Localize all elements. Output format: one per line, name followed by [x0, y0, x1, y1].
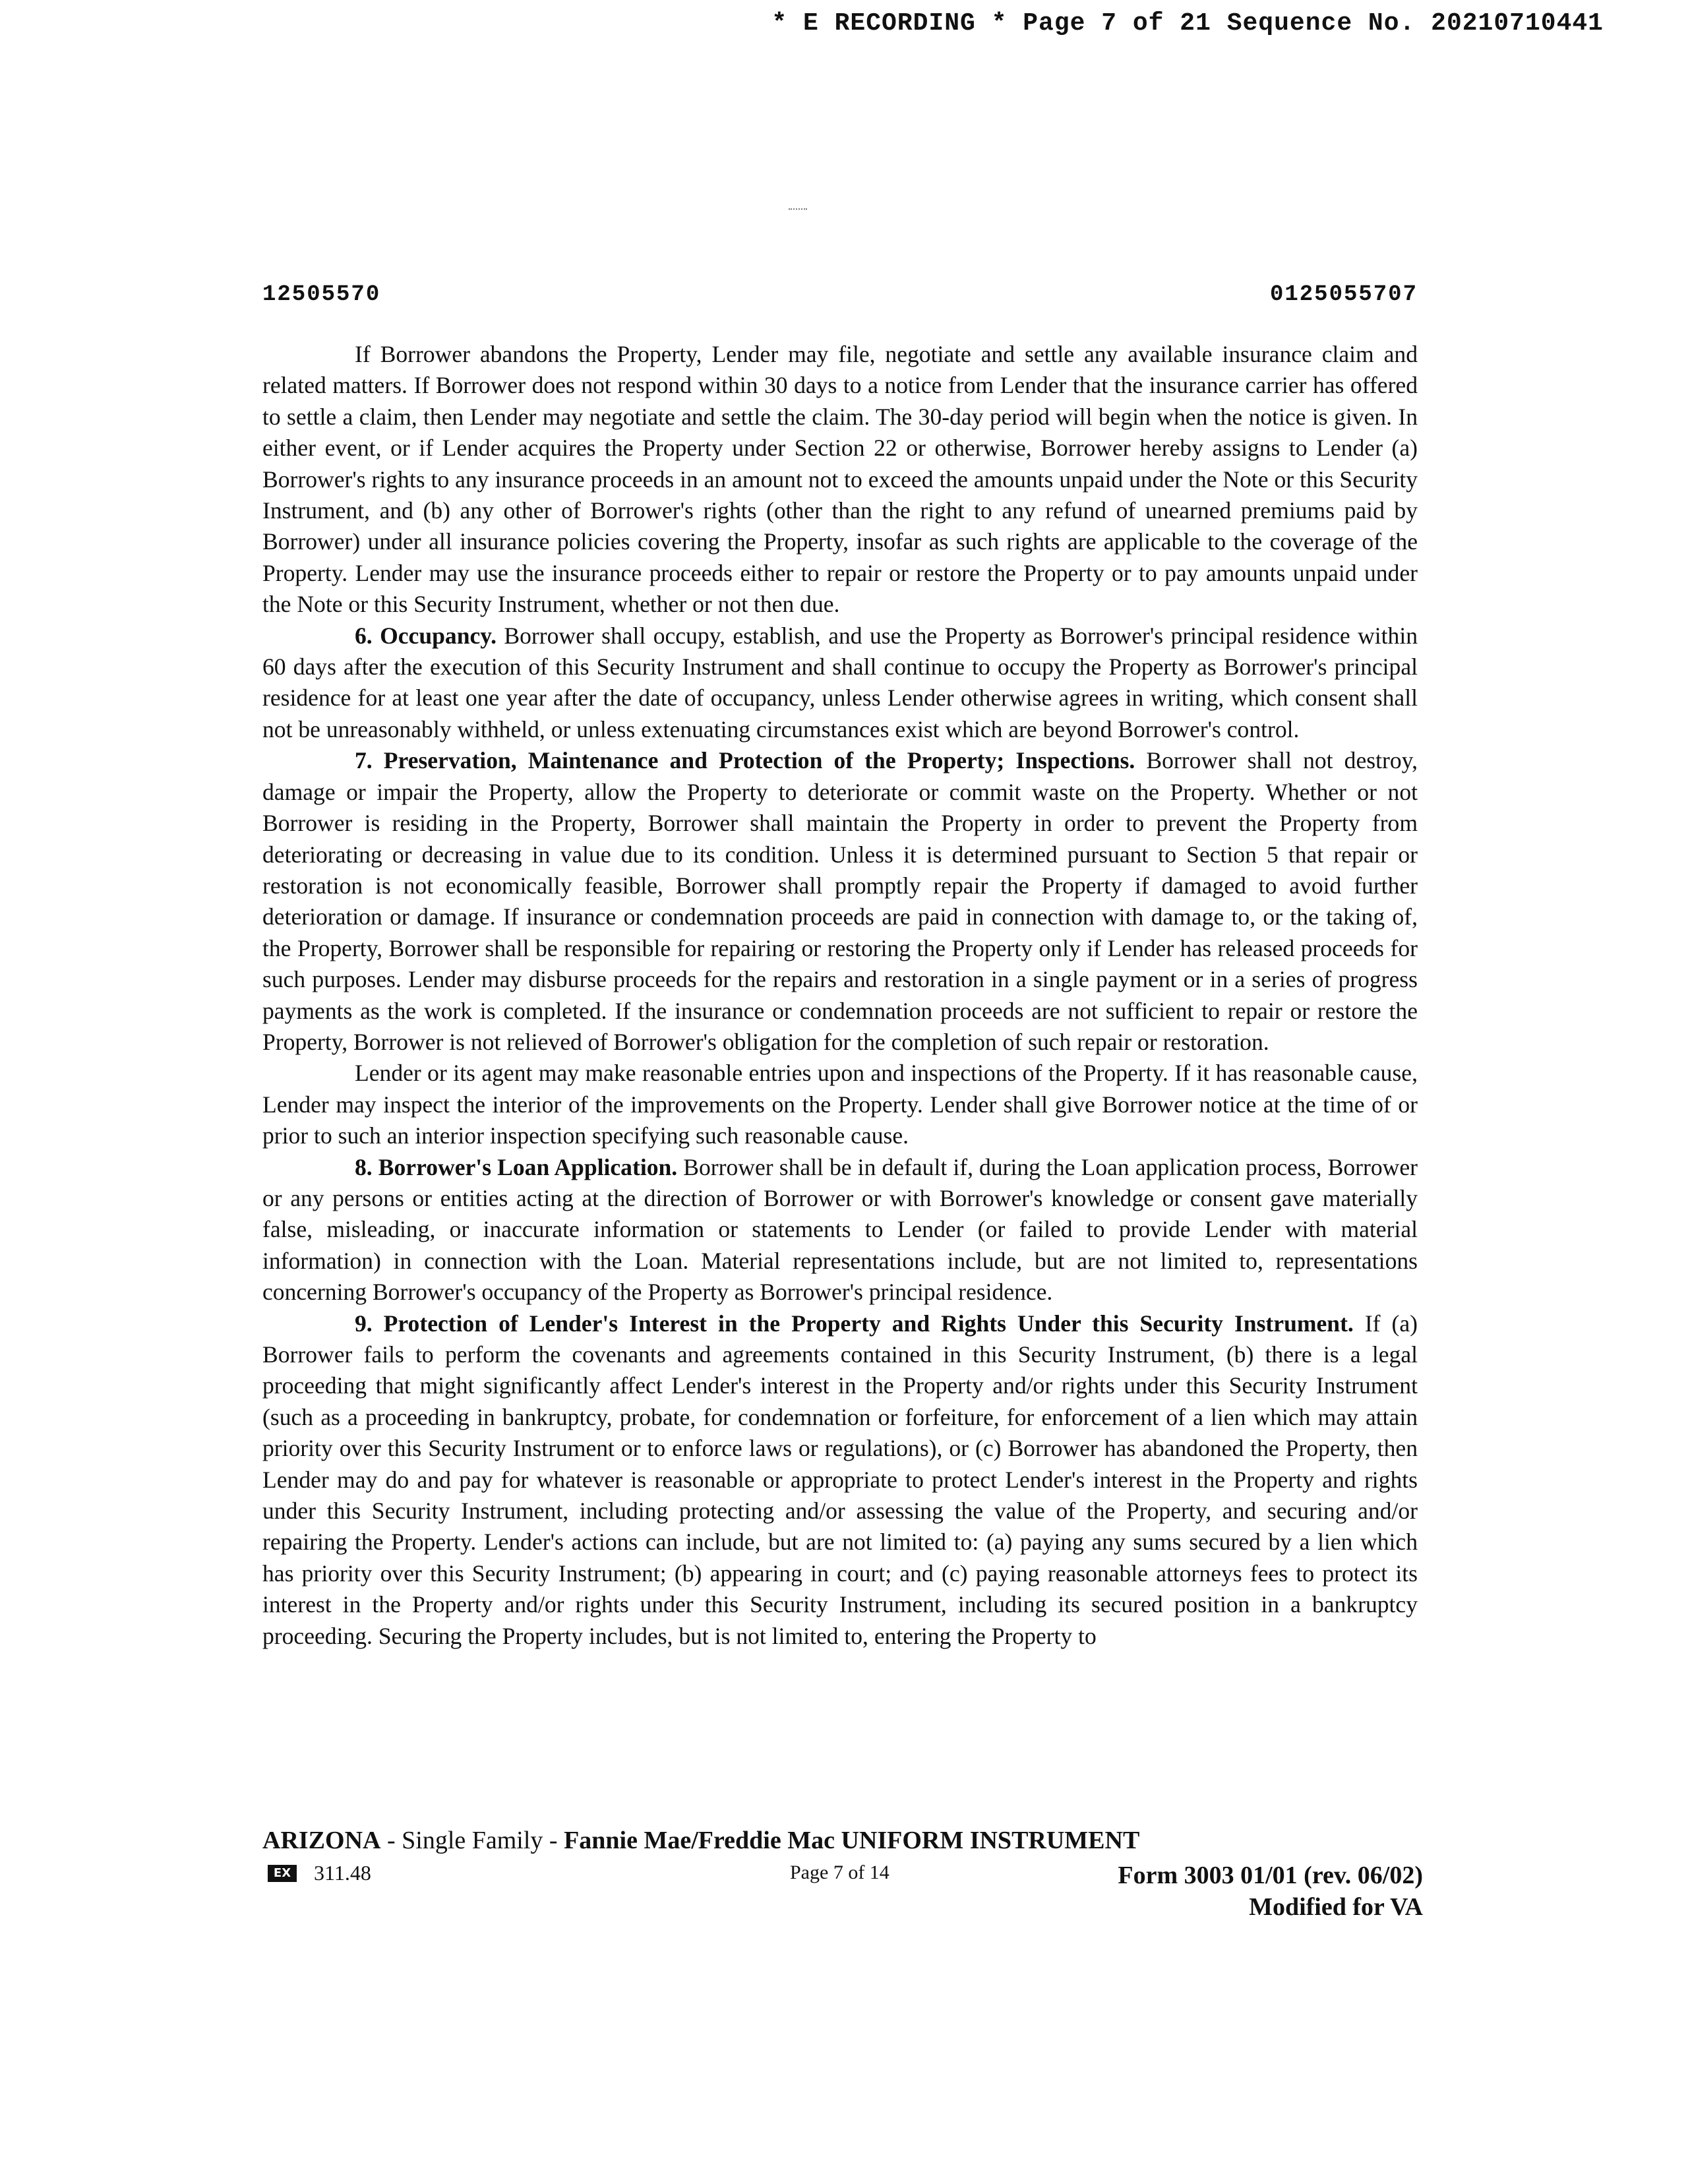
paragraph-heading: 9. Protection of Lender's Interest in the Property and Rights Under this Security Instrument.: [355, 1310, 1354, 1337]
paragraph-inspections: [262, 1058, 1418, 1151]
footer-separator: -: [380, 1827, 402, 1854]
paragraph-text: Borrower shall occupy, establish, and use the Property as Borrower's principal residence within 60 days after the execution of this Security Instrument and shall continue to occupy the Property as Borrower's principal residence for at least one year after the date of occupancy, unless Lender otherwise agrees in writing, which consent shall not be unreasonably withheld, or unless extenuating circumstances exist which are beyond Borrower's control.: [262, 622, 1418, 743]
footer-page-number: Page 7 of 14: [790, 1862, 889, 1883]
footer-form-id: [1118, 1860, 1423, 1923]
footer-form-code: 311.48: [314, 1861, 371, 1885]
footer-state: ARIZONA: [262, 1827, 381, 1854]
paragraph-occupancy: [262, 621, 1418, 746]
paragraph-text: Lender or its agent may make reasonable entries upon and inspections of the Property. If it has reasonable cause, Lender may inspect the interior of the improvements on the Property. Lender shall give Borrower notice at the time of or prior to such an interior inspection specifying such reasonable cause.: [262, 1060, 1418, 1149]
footer-instrument: Fannie Mae/Freddie Mac UNIFORM INSTRUMENT: [564, 1827, 1140, 1854]
paragraph-text: Borrower shall not destroy, damage or impair the Property, allow the Property to deteriorate or commit waste on the Property. Whether or not Borrower is residing in the Property, Borrower shall maintain the Property in order to prevent the Property from deteriorating or decreasing in value due to its condition. Unless it is determined pursuant to Section 5 that repair or restoration is not economically feasible, Borrower shall promptly repair the Property if damaged to avoid further deterioration or damage. If insurance or condemnation proceeds are paid in connection with damage to, or the taking of, the Property, Borrower shall be responsible for repairing or restoring the Property only if Lender has released proceeds for such purposes. Lender may disburse proceeds for the repairs and restoration in a single payment or in a series of progress payments as the work is completed. If the insurance or condemnation proceeds are not sufficient to repair or restore the Property, Borrower is not relieved of Borrower's obligation for the completion of such repair or restoration.: [262, 747, 1418, 1055]
document-body: [262, 339, 1418, 1652]
recording-header: * E RECORDING * Page 7 of 21 Sequence No. 20210710441: [771, 9, 1604, 38]
footer-form-number: Form 3003 01/01 (rev. 06/02): [1118, 1862, 1423, 1889]
footer-separator: -: [543, 1827, 564, 1854]
paragraph-heading: 8. Borrower's Loan Application.: [355, 1153, 678, 1180]
paragraph-loan-application: [262, 1152, 1418, 1308]
paragraph-text: Borrower shall be in default if, during the Loan application process, Borrower or any persons or entities acting at the direction of Borrower or with Borrower's knowledge or consent gave materially false, misleading, or inaccurate information or statements to Lender (or failed to provide Lender with material information) in connection with the Loan. Material representations include, but are not limited to, representations concerning Borrower's occupancy of the Property as Borrower's principal residence.: [262, 1153, 1418, 1306]
ex-logo-badge: EX: [268, 1865, 297, 1882]
footer-details: [262, 1860, 1423, 1926]
footer-modified: Modified for VA: [1249, 1893, 1423, 1921]
paragraph-protection: [262, 1308, 1418, 1652]
paragraph-text: If (a) Borrower fails to perform the covenants and agreements contained in this Security Instrument, (b) there is a legal proceeding that might significantly affect Lender's interest in the Property and/or rights under this Security Instrument (such as a proceeding in bankruptcy, probate, for condemnation or forfeiture, for enforcement of a lien which may attain priority over this Security Instrument or to enforce laws or regulations), or (c) Borrower has abandoned the Property, then Lender may do and pay for whatever is reasonable or appropriate to protect Lender's interest in the Property and rights under this Security Instrument, including protecting and/or assessing the value of the Property, and securing and/or repairing the Property. Lender's actions can include, but are not limited to: (a) paying any sums secured by a lien which has priority over this Security Instrument; (b) appearing in court; and (c) paying reasonable attorneys fees to protect its interest in the Property and/or rights under this Security Instrument, including its secured position in a bankruptcy proceeding. Securing the Property includes, but is not limited to, entering the Property to: [262, 1310, 1418, 1649]
loan-number-right: 0125055707: [1269, 282, 1418, 307]
paragraph-heading: 6. Occupancy.: [355, 622, 497, 649]
paragraph-text: If Borrower abandons the Property, Lender may file, negotiate and settle any available insurance claim and related matters. If Borrower does not respond within 30 days to a notice from Lender that the insurance carrier has offered to settle a claim, then Lender may negotiate and settle the claim. The 30-day period will begin when the notice is given. In either event, or if Lender acquires the Property under Section 22 or otherwise, Borrower hereby assigns to Lender (a) Borrower's rights to any insurance proceeds in an amount not to exceed the amounts unpaid under the Note or this Security Instrument, and (b) any other of Borrower's rights (other than the right to any refund of unearned premiums paid by Borrower) under all insurance policies covering the Property, insofar as such rights are applicable to the coverage of the Property. Lender may use the insurance proceeds either to repair or restore the Property or to pay amounts unpaid under the Note or this Security Instrument, whether or not then due.: [262, 341, 1418, 618]
page-footer: [262, 1825, 1423, 1926]
footer-family: Single Family: [402, 1827, 543, 1854]
footer-instrument-line: [262, 1825, 1423, 1856]
loan-number-left: 12505570: [262, 282, 381, 307]
paragraph-insurance-abandonment: [262, 339, 1418, 621]
scan-mark: [789, 208, 807, 214]
paragraph-heading: 7. Preservation, Maintenance and Protection of the Property; Inspections.: [355, 747, 1135, 774]
paragraph-preservation: [262, 745, 1418, 1058]
